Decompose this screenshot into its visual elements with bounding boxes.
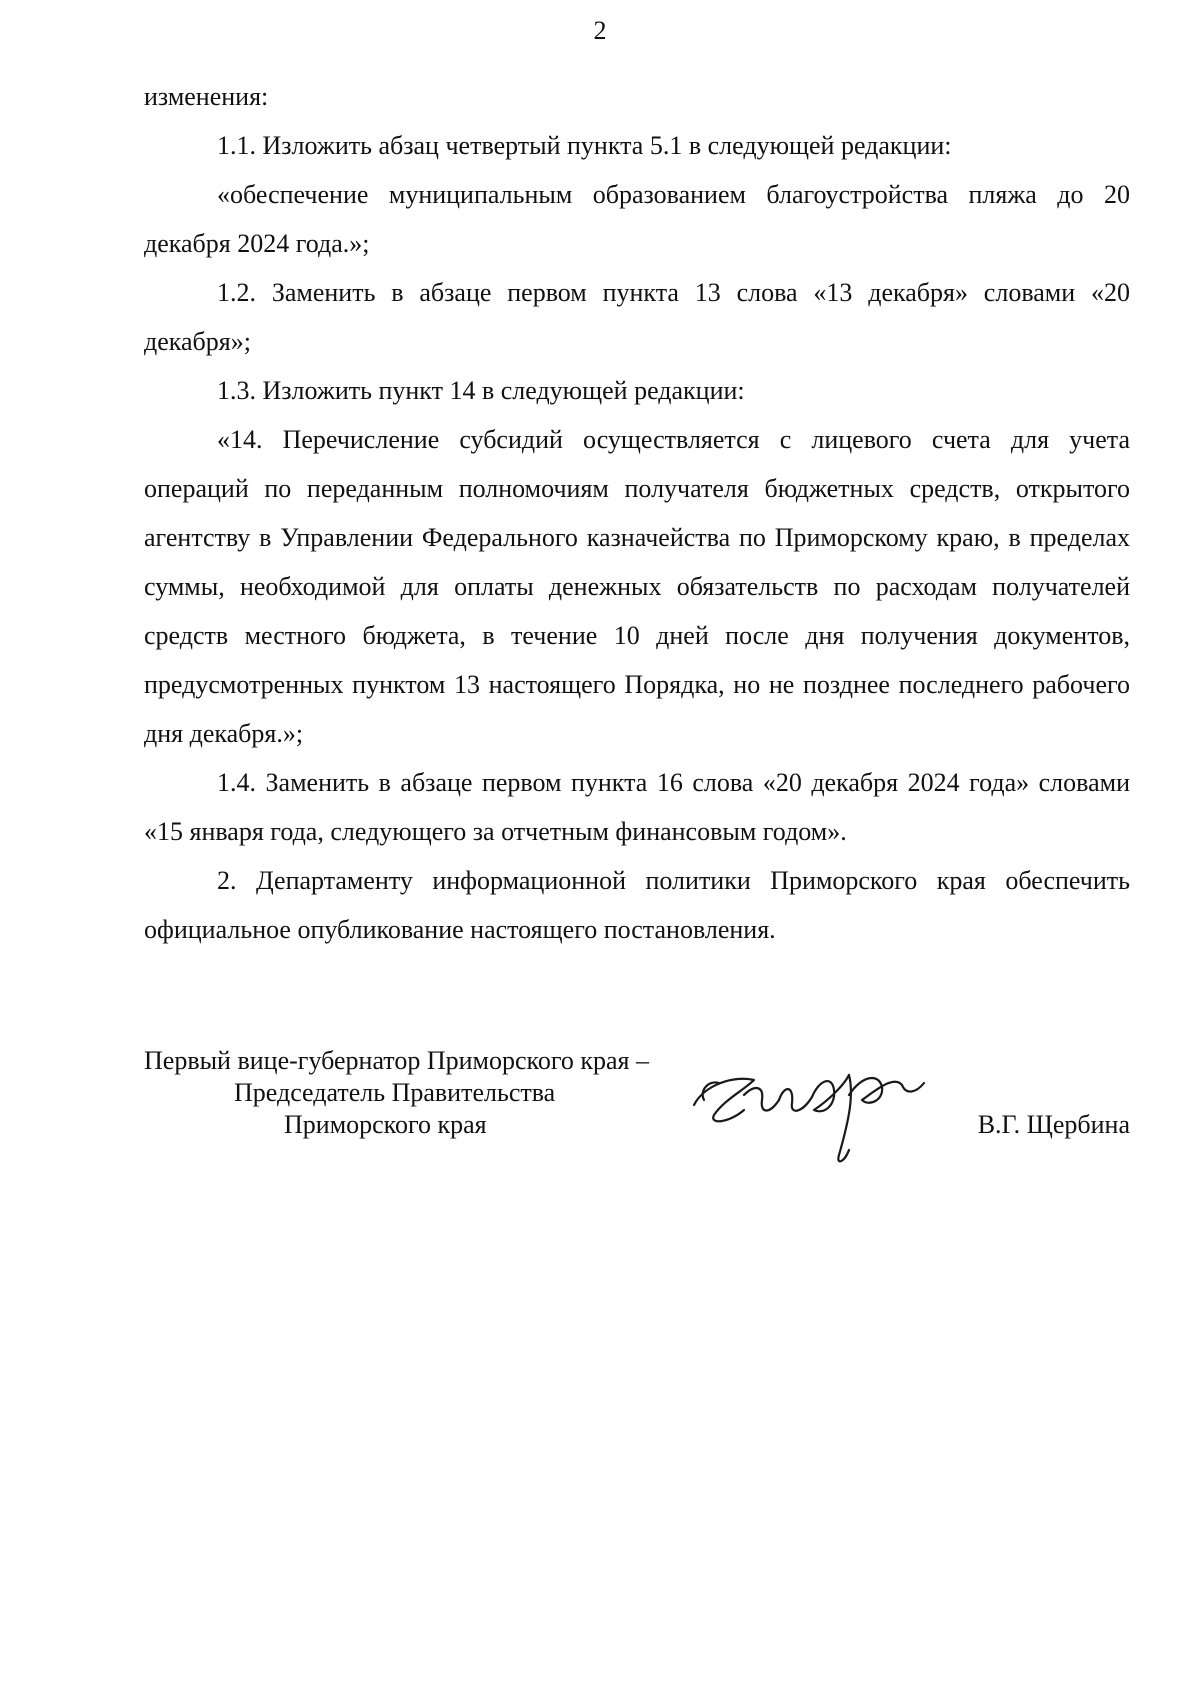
paragraph-item-1-3: 1.3. Изложить пункт 14 в следующей редакции: xyxy=(217,376,745,405)
signature-block xyxy=(144,1045,1130,1175)
paragraph-item-2: 2. Департаменту информационной политики Приморского края обеспечить официальное опубликование настоящего постановления. xyxy=(144,866,1130,944)
paragraph-item-1-3-text: «14. Перечисление субсидий осуществляется с лицевого счета для учета операций по переданным полномочиям получателя бюджетных средств, открытого агентству в Управлении Федерального казначейства по Приморскому краю, в пределах суммы, необходимой для оплаты денежных обязательств по расходам получателей средств местного бюджета, в течение 10 дней после дня получения документов, предусмотренных пунктом 13 настоящего Порядка, но не позднее последнего рабочего дня декабря.»; xyxy=(144,425,1130,748)
page-number: 2 xyxy=(593,16,607,45)
signer-title-line-2: Председатель Правительства xyxy=(234,1078,556,1107)
paragraph-item-1-4: 1.4. Заменить в абзаце первом пункта 16 слова «20 декабря 2024 года» словами «15 января года, следующего за отчетным финансовым годом». xyxy=(144,768,1130,846)
paragraph-continuation: изменения: xyxy=(144,82,269,111)
signer-title-line-3: Приморского края xyxy=(284,1110,487,1139)
handwritten-signature xyxy=(684,1045,964,1175)
paragraph-item-1-1: 1.1. Изложить абзац четвертый пункта 5.1 в следующей редакции: xyxy=(217,131,952,160)
signer-title-line-1: Первый вице-губернатор Приморского края – xyxy=(144,1046,649,1075)
paragraph-item-1-1-text: «обеспечение муниципальным образованием благоустройства пляжа до 20 декабря 2024 года.»; xyxy=(144,180,1130,258)
signer-name: В.Г. Щербина xyxy=(977,1110,1130,1139)
document-body xyxy=(144,72,1130,954)
paragraph-item-1-2: 1.2. Заменить в абзаце первом пункта 13 слова «13 декабря» словами «20 декабря»; xyxy=(144,278,1130,356)
